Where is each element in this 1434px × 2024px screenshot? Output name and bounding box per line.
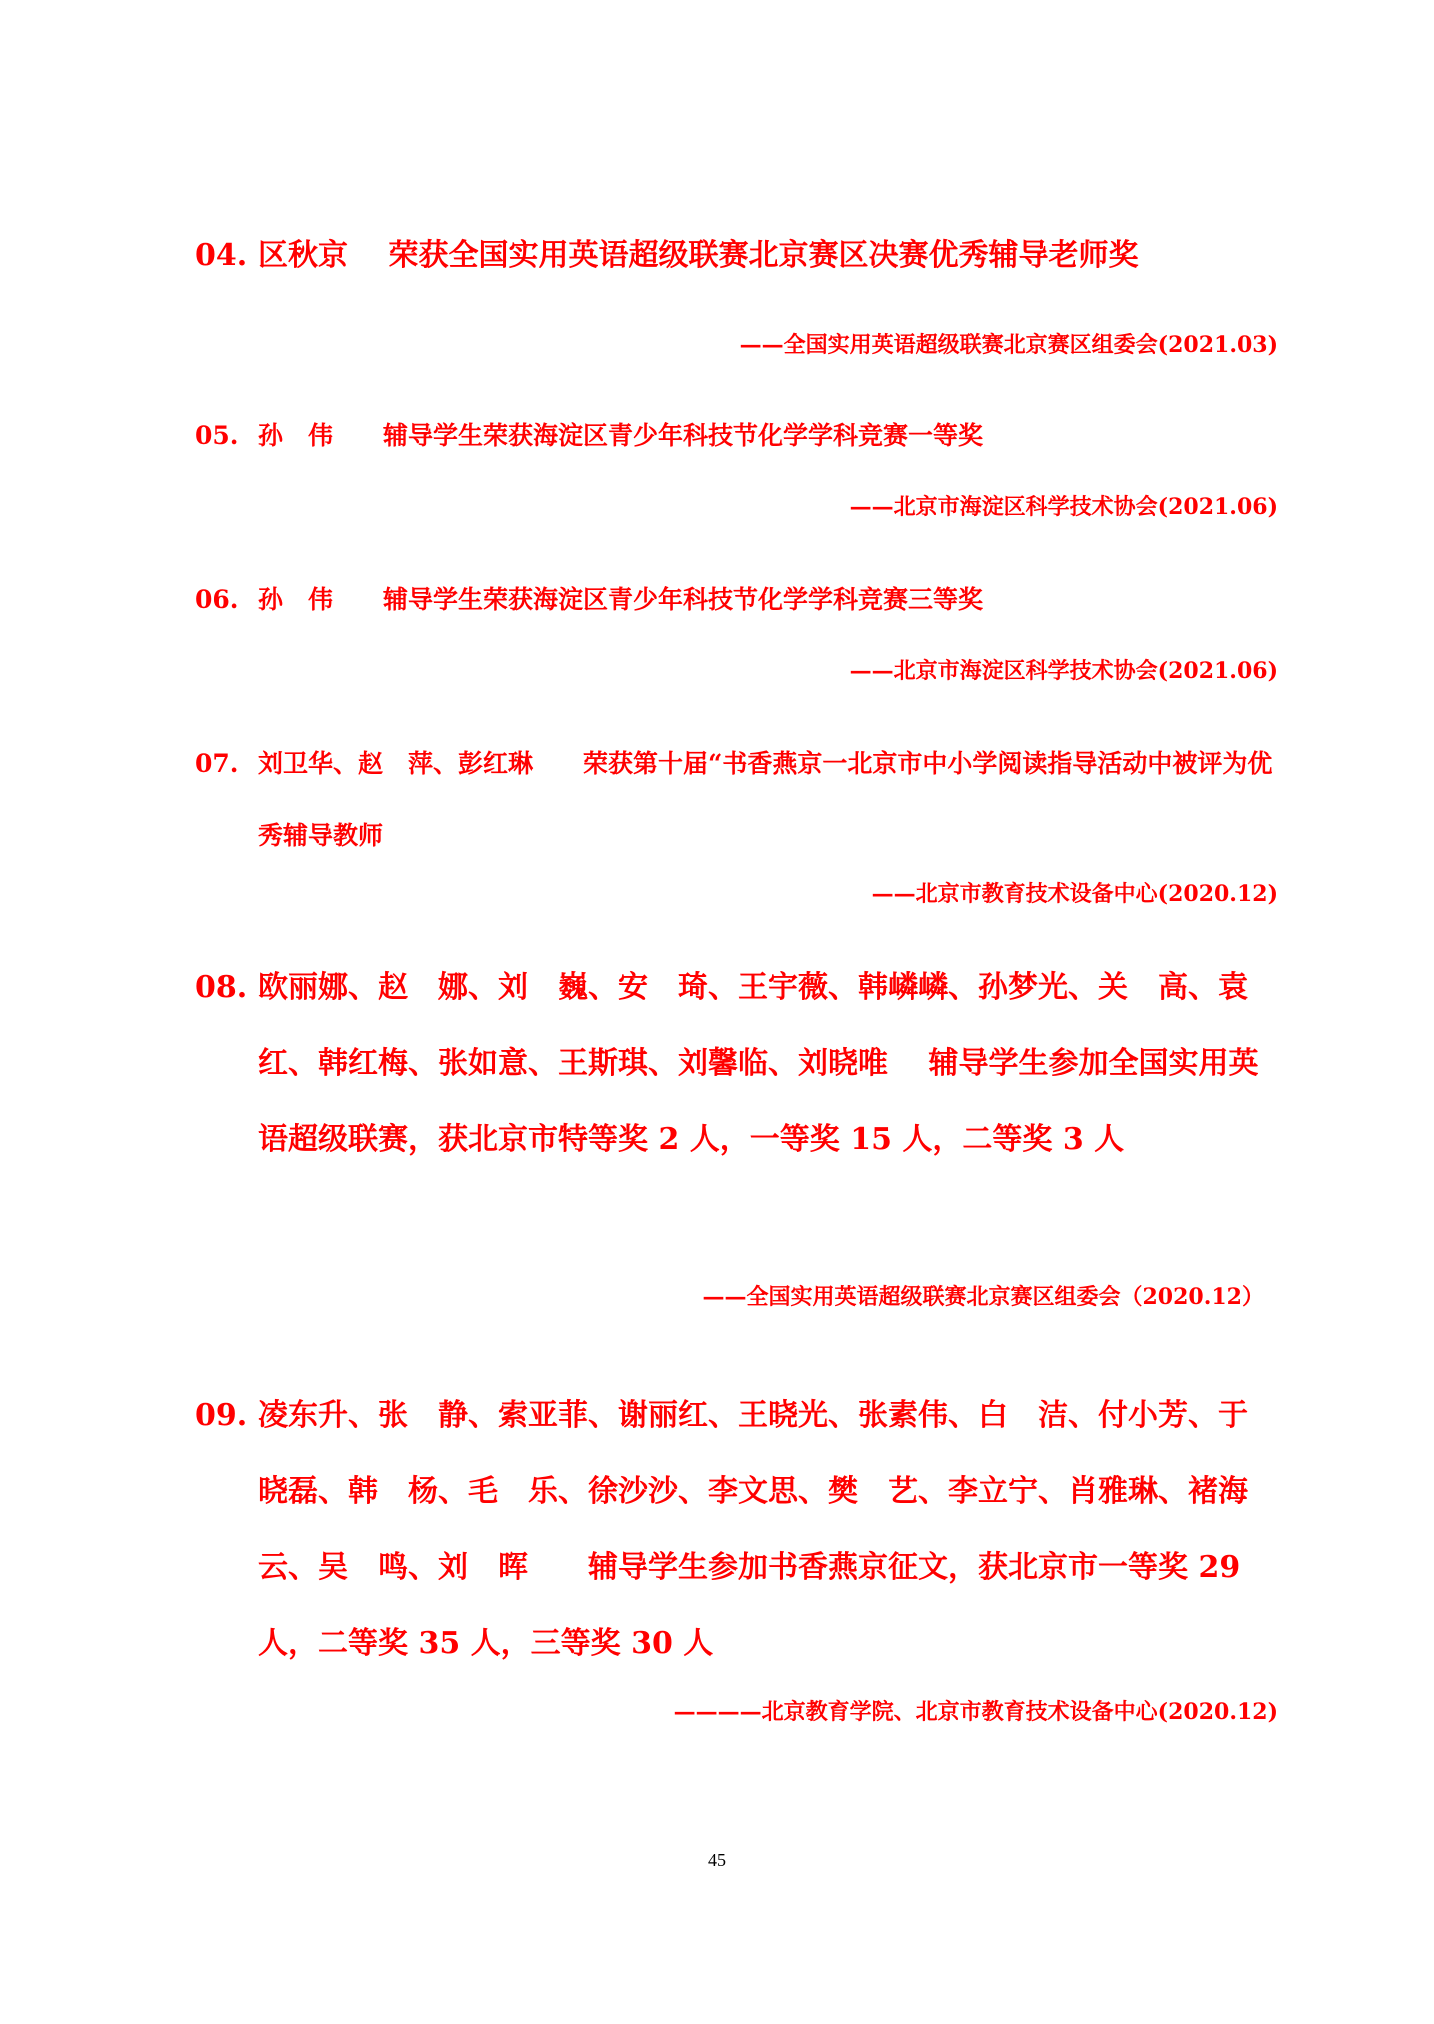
entry-text: 辅导学生参加全国实用英语超级联赛，获北京市特等奖 2 人，一等奖 15 人，二等奖 3 人 — [258, 1046, 1259, 1157]
award-source-05: ——北京市海淀区科学技术协会(2021.06) — [849, 494, 1278, 520]
award-entry-07 — [195, 728, 1275, 872]
entry-number: 08. — [195, 970, 248, 1005]
award-entry-06 — [195, 564, 1275, 636]
entry-names: 孙 伟 — [258, 421, 334, 450]
entry-names: 孙 伟 — [258, 585, 334, 614]
entry-number: 07. — [195, 749, 239, 778]
entry-text: 辅导学生荣获海淀区青少年科技节化学学科竞赛一等奖 — [383, 421, 984, 450]
award-entry-05 — [195, 400, 1275, 472]
entry-names: 凌东升、张 静、索亚菲、谢丽红、王晓光、张素伟、白 洁、付小芳、于晓磊、韩 杨、毛 乐、徐沙沙、李文思、樊 艺、李立宁、肖雅琳、褚海云、吴 鸣、刘 晖 — [258, 1398, 1248, 1585]
entry-text: 荣获第十届“书香燕京一北京市中小学阅读指导活动中被评为优秀辅导教师 — [258, 749, 1273, 850]
entry-names: 刘卫华、赵 萍、彭红琳 — [258, 749, 534, 778]
award-entry-09 — [195, 1378, 1275, 1682]
award-entry-04 — [195, 218, 1275, 294]
entry-text: 辅导学生荣获海淀区青少年科技节化学学科竞赛三等奖 — [383, 585, 984, 614]
award-source-04: ——全国实用英语超级联赛北京赛区组委会(2021.03) — [739, 332, 1278, 358]
entry-number: 04. — [195, 238, 248, 273]
award-source-06: ——北京市海淀区科学技术协会(2021.06) — [849, 658, 1278, 684]
award-source-09: ————北京教育学院、北京市教育技术设备中心(2020.12) — [673, 1699, 1278, 1725]
award-entry-08 — [195, 950, 1278, 1178]
award-source-08: ——全国实用英语超级联赛北京赛区组委会（2020.12） — [702, 1284, 1264, 1310]
entry-number: 05. — [195, 421, 239, 450]
entry-text: 辅导学生参加书香燕京征文，获北京市一等奖 29 人，二等奖 35 人，三等奖 30 人 — [258, 1550, 1241, 1661]
entry-number: 09. — [195, 1398, 248, 1433]
entry-names: 区秋京 — [258, 238, 348, 273]
entry-text: 荣获全国实用英语超级联赛北京赛区决赛优秀辅导老师奖 — [388, 238, 1139, 273]
award-source-07: ——北京市教育技术设备中心(2020.12) — [871, 881, 1278, 907]
page-number: 45 — [708, 1850, 726, 1870]
entry-number: 06. — [195, 585, 239, 614]
entry-names: 欧丽娜、赵 娜、刘 巍、安 琦、王宇薇、韩嶙嶙、孙梦光、关 高、袁 红、韩红梅、张如意、王斯琪、刘馨临、刘晓唯 — [258, 970, 1278, 1081]
